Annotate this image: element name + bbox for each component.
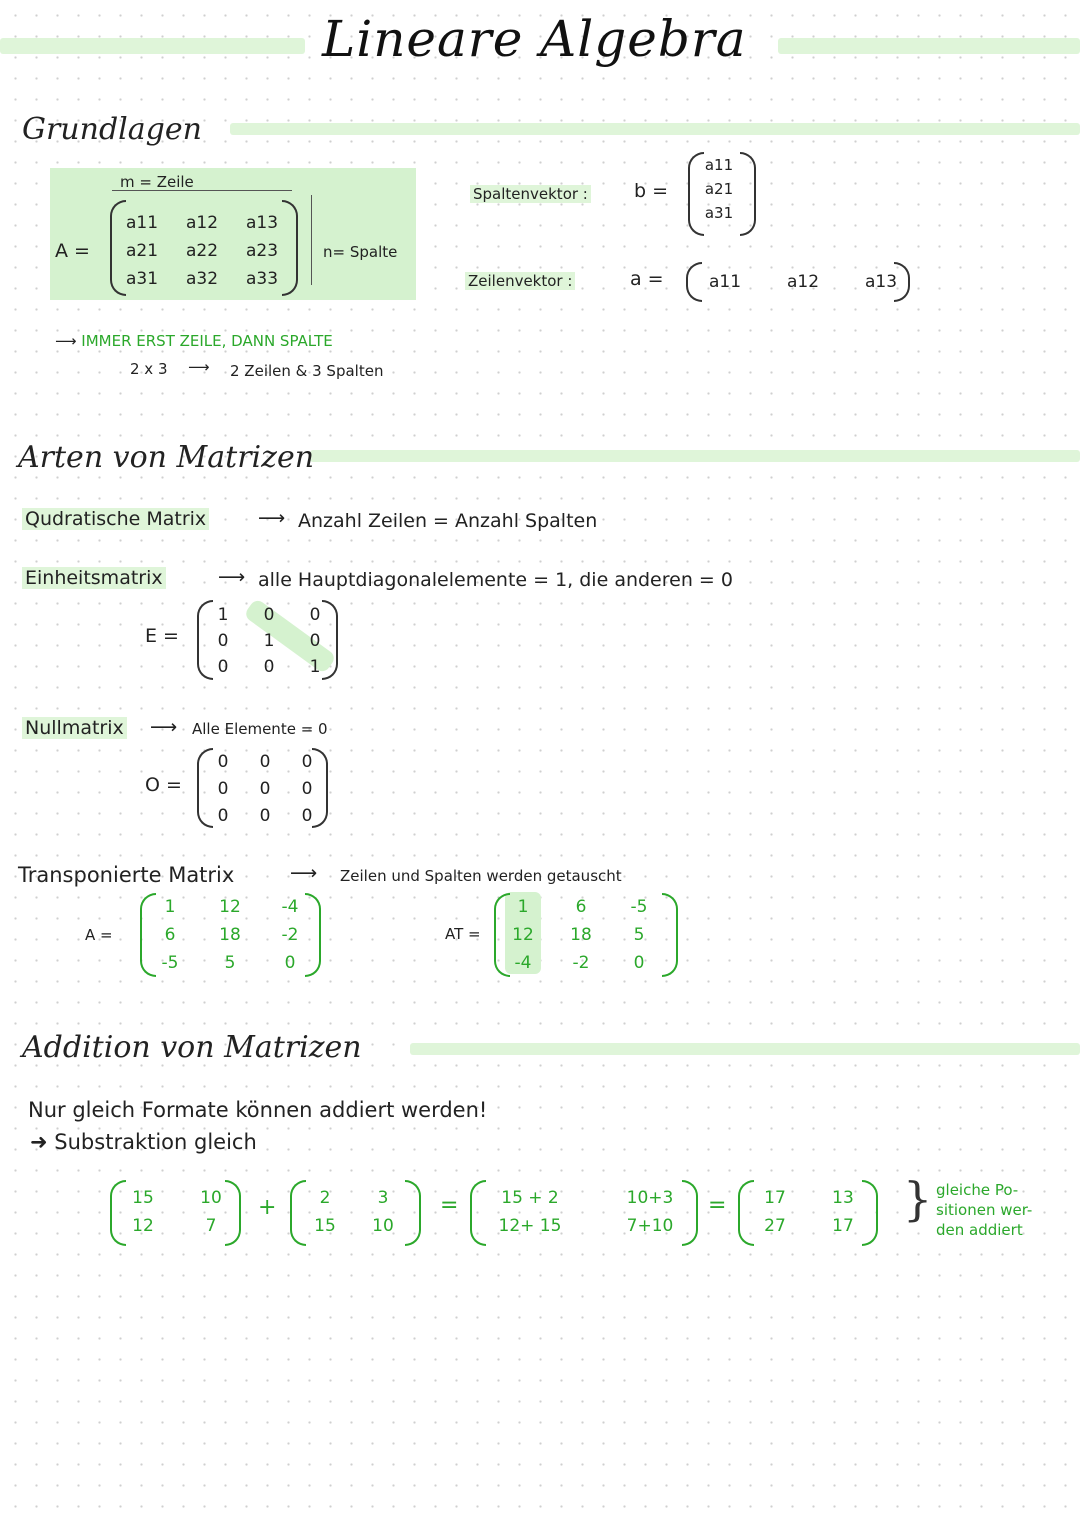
matrix-cell: 0 (301, 752, 313, 772)
matrix-cell: 0 (263, 605, 275, 625)
transp-a-symbol: A = (85, 926, 113, 944)
matrix-cell: 0 (263, 657, 275, 677)
matrix-cell: -5 (630, 897, 648, 917)
matrix-cell: 18 (570, 925, 592, 945)
matrix-cell: 12 (219, 897, 241, 917)
title-band-left (0, 38, 305, 54)
transp-arrow-icon: ⟶ (290, 862, 318, 884)
equals-sign-1: = (440, 1193, 459, 1218)
matrix-cell: 0 (309, 631, 321, 651)
matrix-cell: 12 (132, 1216, 154, 1236)
matrix-cell: 0 (217, 752, 229, 772)
rule-arrow-icon: ⟶ (55, 332, 77, 350)
matrix-cell: 7 (205, 1216, 217, 1236)
matrix-cell: 17 (832, 1216, 854, 1236)
zeilenvektor-label: Zeilenvektor : (465, 272, 575, 290)
example-arrow-icon: ⟶ (188, 358, 210, 376)
matrix-cell: a23 (245, 241, 279, 261)
matrix-cell: -5 (161, 953, 179, 973)
matrix-cell: 7+10 (626, 1216, 674, 1236)
quadratisch-desc: Anzahl Zeilen = Anzahl Spalten (298, 510, 598, 532)
grundlagen-band (230, 123, 1080, 135)
matrix-cell: 0 (217, 779, 229, 799)
matrix-cell: 1 (309, 657, 321, 677)
rule-label: IMMER ERST ZEILE, DANN SPALTE (81, 332, 333, 350)
row-arrow (112, 190, 292, 191)
einheit-label: Einheitsmatrix (22, 567, 166, 589)
matrix-cell: 0 (217, 806, 229, 826)
matrix-cell: 15 (314, 1216, 336, 1236)
page-title: Lineare Algebra (322, 10, 747, 68)
vector-entry: a13 (864, 272, 898, 292)
addition-band (410, 1043, 1080, 1055)
matrix-cell: 15 + 2 (501, 1188, 559, 1208)
matrix-cell: a21 (125, 241, 159, 261)
matrix-cell: 1 (263, 631, 275, 651)
matrix-cell: 0 (633, 953, 645, 973)
matrix-cell: a13 (245, 213, 279, 233)
matrix-cell: a22 (185, 241, 219, 261)
matrix-cell: 0 (309, 605, 321, 625)
addition-sub-text: Substraktion gleich (54, 1130, 257, 1154)
matrix-cell: 1 (164, 897, 176, 917)
matrix-cell: 12 (512, 925, 534, 945)
row-label: m = Zeile (120, 173, 194, 191)
matrix-cell: 6 (575, 897, 587, 917)
matrix-cell: 5 (224, 953, 236, 973)
addition-sub (30, 1130, 257, 1154)
matrix-cell: -4 (514, 953, 532, 973)
matrix-cell: 0 (284, 953, 296, 973)
matrix-cell: a33 (245, 269, 279, 289)
matrix-cell: 6 (164, 925, 176, 945)
zeilenvektor-symbol: a = (630, 268, 664, 290)
transp-t-right-paren (662, 893, 678, 977)
matrix-cell: 1 (217, 605, 229, 625)
note-brace-icon: } (903, 1172, 933, 1226)
column-label: n= Spalte (323, 243, 398, 261)
matrix-a-label: A = (55, 240, 90, 262)
section-heading-arten: Arten von Matrizen (18, 440, 315, 475)
section-heading-grundlagen: Grundlagen (22, 112, 202, 147)
arten-band (310, 450, 1080, 462)
matrix-cell: 18 (219, 925, 241, 945)
matrix-cell: 0 (259, 752, 271, 772)
example-dim: 2 x 3 (130, 360, 168, 378)
einheit-symbol: E = (145, 625, 179, 647)
matrix-cell: 0 (217, 631, 229, 651)
matrix-cell: 17 (764, 1188, 786, 1208)
vector-entry: a11 (708, 272, 742, 292)
vector-entry: a12 (786, 272, 820, 292)
null-desc: Alle Elemente = 0 (192, 720, 328, 738)
rule-text (55, 332, 333, 350)
null-arrow-icon: ⟶ (150, 716, 178, 738)
note-line: gleiche Po- (936, 1181, 1019, 1199)
example-text: 2 Zeilen & 3 Spalten (230, 362, 384, 380)
note-line: den addiert (936, 1221, 1023, 1239)
column-arrow (311, 195, 312, 285)
matrix-cell: 0 (301, 806, 313, 826)
matrix-highlight-box (50, 168, 416, 300)
spaltenvektor-label: Spaltenvektor : (470, 185, 591, 203)
matrix-cell: 10 (200, 1188, 222, 1208)
null-symbol: O = (145, 774, 182, 796)
transp-t-symbol: AT = (445, 925, 481, 943)
matrix-cell: -4 (281, 897, 299, 917)
matrix-cell: 3 (377, 1188, 389, 1208)
einheit-desc: alle Hauptdiagonalelemente = 1, die anderen = 0 (258, 569, 733, 591)
matrix-cell: 10+3 (626, 1188, 674, 1208)
note-line: sitionen wer- (936, 1201, 1033, 1219)
matrix-cell: a11 (125, 213, 159, 233)
equals-sign-2: = (708, 1193, 727, 1218)
addition-rule: Nur gleich Formate können addiert werden! (28, 1098, 488, 1122)
matrix-cell: 0 (259, 779, 271, 799)
matrix-cell: 12+ 15 (498, 1216, 562, 1236)
matrix-cell: 27 (764, 1216, 786, 1236)
addition-note (936, 1180, 1032, 1240)
transp-label: Transponierte Matrix (18, 863, 235, 887)
section-heading-addition: Addition von Matrizen (22, 1030, 362, 1065)
matrix-cell: 15 (132, 1188, 154, 1208)
matrix-cell: 0 (217, 657, 229, 677)
plus-sign: + (258, 1195, 277, 1220)
spaltenvektor-symbol: b = (634, 180, 669, 202)
null-label: Nullmatrix (22, 717, 127, 739)
quadratisch-label: Qudratische Matrix (22, 508, 209, 530)
matrix-cell: 2 (319, 1188, 331, 1208)
matrix-cell: 0 (301, 779, 313, 799)
matrix-cell: 13 (832, 1188, 854, 1208)
matrix-cell: a31 (125, 269, 159, 289)
matrix-cell: 1 (517, 897, 529, 917)
matrix-cell: 5 (633, 925, 645, 945)
transp-desc: Zeilen und Spalten werden getauscht (340, 867, 622, 885)
matrix-cell: -2 (572, 953, 590, 973)
matrix-cell: a12 (185, 213, 219, 233)
matrix-cell: -2 (281, 925, 299, 945)
matrix-cell: 0 (259, 806, 271, 826)
title-band-right (778, 38, 1080, 54)
matrix-cell: 10 (372, 1216, 394, 1236)
quadratisch-arrow-icon: ⟶ (258, 507, 286, 529)
matrix-cell: a32 (185, 269, 219, 289)
addition-sub-arrow-icon: ➜ (30, 1130, 48, 1154)
vector-entry: a11 (704, 156, 734, 174)
vector-entry: a31 (704, 204, 734, 222)
vector-entry: a21 (704, 180, 734, 198)
einheit-arrow-icon: ⟶ (218, 566, 246, 588)
